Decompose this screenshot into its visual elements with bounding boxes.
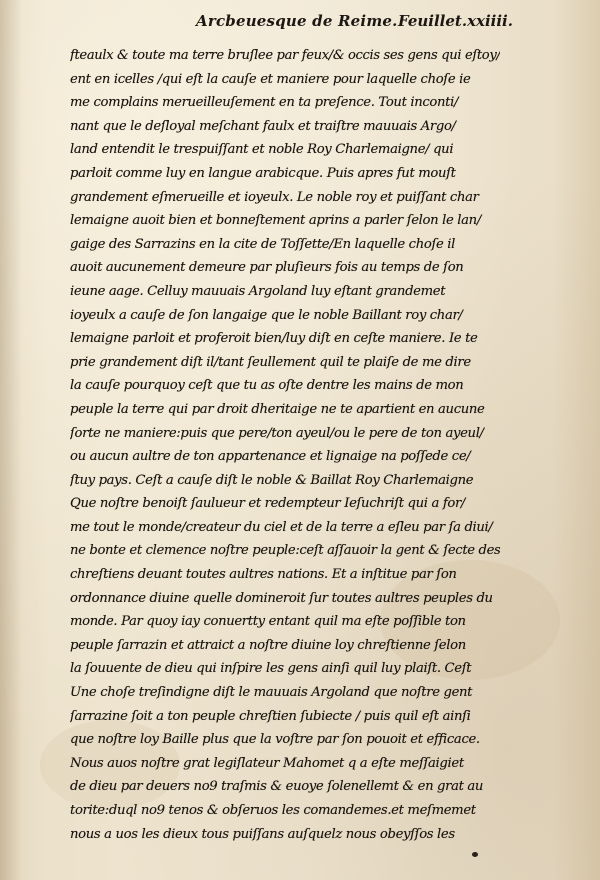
ink-dot	[472, 852, 478, 857]
text-line: ne bonte et clemence noſtre peuple:ceſt aſſauoir la gent & ſecte des	[70, 543, 501, 559]
text-line: ieune aage. Celluy mauuais Argoland luy eſtant grandemet	[70, 283, 446, 299]
running-head	[0, 8, 600, 34]
text-line: la ſouuente de dieu qui inſpire les gens ainſi quil luy plaiſt. Ceſt	[70, 661, 472, 677]
running-title: Arcbeuesque de Reime.	[196, 12, 398, 30]
text-line: torite:duql no9 tenos & obſeruos les comandemes.et meſmemet	[70, 803, 476, 818]
text-line: gaige des Sarrazins en la cite de Toſſette/En laquelle choſe il	[70, 236, 456, 252]
text-line: peuple la terre qui par droit dheritaige ne te apartient en aucune	[70, 401, 485, 417]
folio-number: Feuillet.xxiiii.	[398, 12, 513, 30]
text-line: la cauſe pourquoy ceſt que tu as oſte dentre les mains de mon	[70, 378, 464, 394]
text-line: auoit aucunement demeure par pluſieurs fois au temps de ſon	[70, 260, 464, 276]
text-line: prie grandement diſt il/tant ſeullement quil te plaiſe de me dire	[70, 354, 471, 370]
text-line: ou aucun aultre de ton appartenance et lignaige na poſſede ce/	[70, 449, 471, 465]
text-line: ent en icelles /qui eſt la cauſe et maniere pour laquelle choſe ie	[70, 71, 471, 87]
text-line: fteaulx & toute ma terre bruſlee par feux/& occis ses gens qui eſtoy/	[70, 48, 500, 63]
text-line: me tout le monde/createur du ciel et de la terre a eſleu par ſa diui/	[70, 519, 493, 535]
text-line: ſarrazine ſoit a ton peuple chreſtien ſubiecte / puis quil eſt ainſi	[70, 708, 471, 724]
text-line: nant que le deſloyal meſchant faulx et traiſtre mauuais Argo/	[70, 118, 456, 134]
text-line: lemaigne parloit et proferoit bien/luy diſt en ceſte maniere. Ie te	[70, 331, 478, 347]
text-line: de dieu par deuers no9 traſmis & euoye ſolenellemt & en grat au	[70, 779, 484, 795]
text-line: ſorte ne maniere:puis que pere/ton ayeul/ou le pere de ton ayeul/	[70, 425, 484, 441]
text-line: peuple ſarrazin et attraict a noſtre diuine loy chreſtienne ſelon	[70, 637, 466, 653]
text-line: land entendit le trespuiſſant et noble Roy Charlemaigne/ qui	[70, 142, 454, 158]
text-line: ſtuy pays. Ceſt a cauſe diſt le noble & Baillat Roy Charlemaigne	[70, 472, 474, 488]
text-line: ioyeulx a cauſe de ſon langaige que le noble Baillant roy char/	[70, 307, 463, 323]
text-line: me complains merueilleuſement en ta preſence. Tout inconti/	[70, 95, 459, 111]
text-line: grandement eſmerueille et ioyeulx. Le noble roy et puiſſant char	[70, 189, 479, 205]
body-text	[70, 44, 500, 846]
text-line: nous a uos les dieux tous puiſſans auſquelz nous obeyſſos les	[70, 826, 455, 842]
text-line: Que noſtre benoiſt ſaulueur et redempteur Ieſuchriſt qui a for/	[70, 496, 465, 512]
text-line: ordonnance diuine quelle domineroit ſur toutes aultres peuples du	[70, 590, 493, 606]
text-line: monde. Par quoy iay conuertty entant quil ma eſte poſſible ton	[70, 614, 466, 630]
text-line: Nous auos noſtre grat legiſlateur Mahomet q a eſte meſſaigiet	[70, 755, 464, 771]
gutter-shadow	[0, 0, 22, 880]
text-line: lemaigne auoit bien et bonneſtement aprins a parler ſelon le lan/	[70, 213, 481, 229]
text-line: parloit comme luy en langue arabicque. Puis apres fut mouſt	[70, 165, 456, 181]
text-line: Une choſe treſindigne diſt le mauuais Argoland que noſtre gent	[70, 685, 473, 701]
text-line: que noſtre loy Baille plus que la voſtre par ſon pouoit et efficace.	[70, 732, 480, 748]
text-line: chreſtiens deuant toutes aultres nations. Et a inſtitue par ſon	[70, 567, 457, 583]
